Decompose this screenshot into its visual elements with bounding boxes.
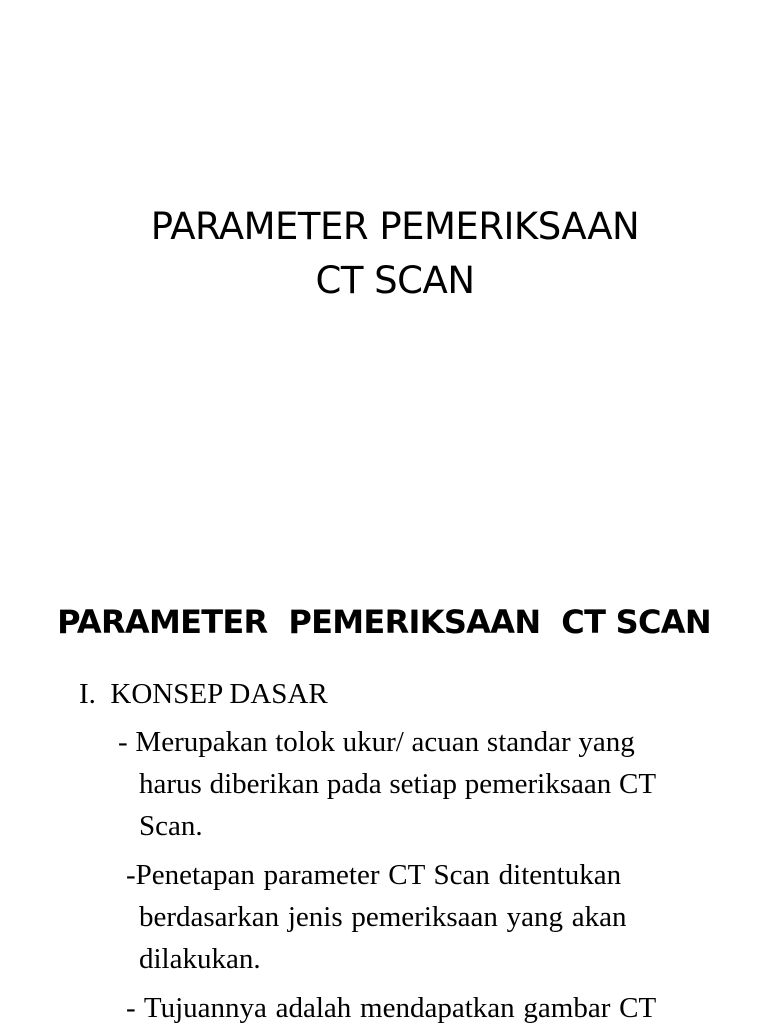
content-slide xyxy=(0,576,768,1024)
section-numeral: I. xyxy=(79,678,96,710)
bullet-line: berdasarkan jenis pemeriksaan yang akan xyxy=(139,901,627,933)
section-heading-text: KONSEP DASAR xyxy=(110,678,328,710)
content-slide-title: PARAMETER PEMERIKSAAN CT SCAN xyxy=(57,603,711,641)
bullet-line: - Tujuannya adalah mendapatkan gambar CT xyxy=(126,992,657,1024)
title-line: PARAMETER PEMERIKSAAN xyxy=(150,205,640,248)
bullet-line: -Penetapan parameter CT Scan ditentukan xyxy=(126,859,622,891)
bullet-line: Scan. xyxy=(139,810,203,842)
bullet-line: - Merupakan tolok ukur/ acuan standar yang xyxy=(118,726,635,758)
title-line: CT SCAN xyxy=(315,259,475,302)
section-heading xyxy=(79,673,328,715)
bullet-line: dilakukan. xyxy=(139,943,261,975)
bullet-line: harus diberikan pada setiap pemeriksaan CT xyxy=(139,768,657,800)
title-slide-heading xyxy=(0,200,768,308)
